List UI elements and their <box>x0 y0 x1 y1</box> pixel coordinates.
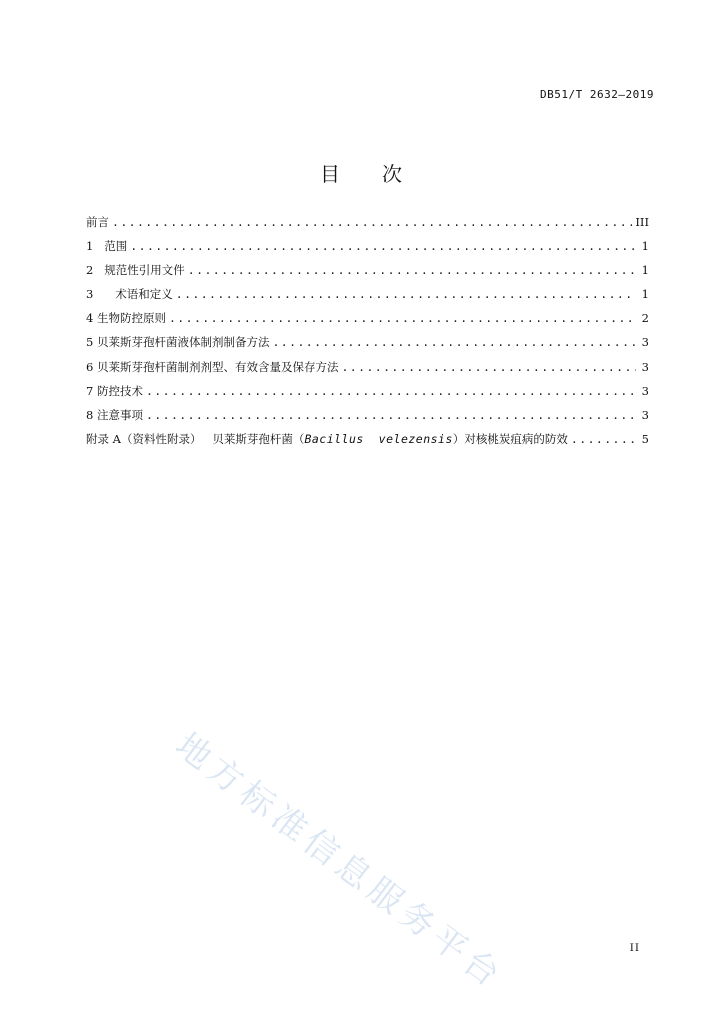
toc-entry-notes[interactable] <box>86 407 649 431</box>
toc-entry-scope[interactable] <box>86 238 649 262</box>
toc-label: 4 生物防控原则 <box>86 311 166 326</box>
toc-entry-preparation[interactable] <box>86 334 649 358</box>
toc-label: 5 贝莱斯芽孢杆菌液体制剂制备方法 <box>86 335 270 350</box>
dot-leader <box>341 360 636 374</box>
toc-page: III <box>635 215 649 229</box>
dot-leader <box>130 239 636 253</box>
page-title <box>0 158 724 187</box>
page-number: II <box>629 942 640 954</box>
toc-entry-formulation[interactable] <box>86 359 649 383</box>
table-of-contents <box>86 214 649 455</box>
toc-label: 前言 <box>86 215 109 229</box>
dot-leader <box>188 263 636 277</box>
species-name: Bacillus velezensis <box>304 431 453 446</box>
toc-label: 6 贝莱斯芽孢杆菌制剂剂型、有效含量及保存方法 <box>86 359 339 374</box>
appendix-suffix: ）对核桃炭疽病的防效 <box>452 431 568 446</box>
toc-page: 3 <box>641 335 649 350</box>
toc-page: 3 <box>641 359 649 374</box>
dot-leader <box>169 311 636 325</box>
toc-entry-terms[interactable] <box>86 286 649 310</box>
dot-leader <box>146 384 636 398</box>
dot-leader <box>272 335 636 349</box>
toc-entry-foreword[interactable] <box>86 214 649 238</box>
toc-page: 5 <box>641 431 649 446</box>
appendix-prefix: 附录 A（资料性附录） 贝莱斯芽孢杆菌（ <box>86 431 305 446</box>
toc-entry-normative-references[interactable] <box>86 262 649 286</box>
toc-page: 1 <box>641 287 649 302</box>
title-char-1: 目 <box>320 162 342 186</box>
toc-label <box>86 431 568 447</box>
toc-label: 7 防控技术 <box>86 383 143 398</box>
dot-leader <box>571 432 636 446</box>
dot-leader <box>112 215 632 229</box>
toc-page: 1 <box>641 263 649 278</box>
toc-label: 1 范围 <box>86 239 128 254</box>
toc-entry-control-tech[interactable] <box>86 383 649 407</box>
title-char-2: 次 <box>382 162 404 186</box>
dot-leader <box>176 287 636 301</box>
toc-page: 1 <box>641 239 649 254</box>
toc-page: 3 <box>641 407 649 422</box>
toc-label: 3 术语和定义 <box>86 287 173 302</box>
toc-entry-appendix-a[interactable] <box>86 431 649 455</box>
toc-label: 2 规范性引用文件 <box>86 263 185 278</box>
watermark: 地方标准信息服务平台 <box>167 725 512 998</box>
toc-label: 8 注意事项 <box>86 407 143 422</box>
toc-page: 2 <box>641 311 649 326</box>
dot-leader <box>146 408 636 422</box>
toc-entry-principles[interactable] <box>86 310 649 334</box>
standard-code: DB51/T 2632—2019 <box>540 88 654 101</box>
toc-page: 3 <box>641 383 649 398</box>
